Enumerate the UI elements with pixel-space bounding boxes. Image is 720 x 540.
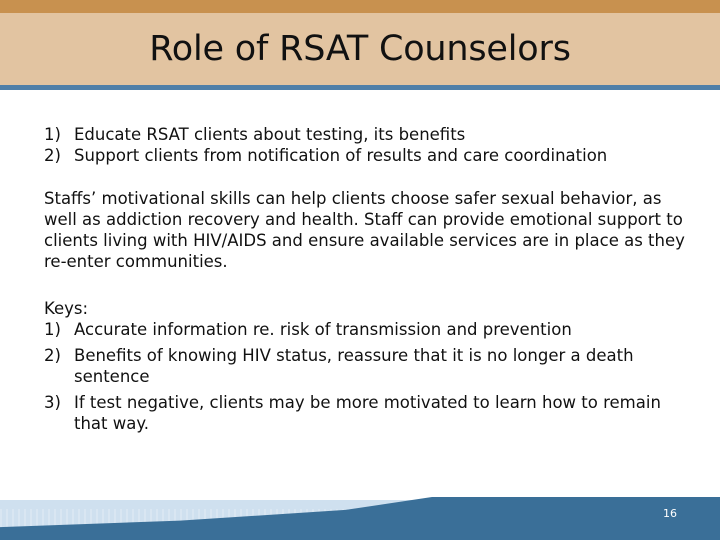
item-text: Support clients from notification of results and care coordination xyxy=(74,146,608,165)
list-item xyxy=(44,392,694,434)
item-number: 2) xyxy=(44,346,61,365)
roles-list xyxy=(44,124,694,166)
list-item xyxy=(44,319,694,340)
item-text: Accurate information re. risk of transmission and prevention xyxy=(74,320,572,339)
list-item xyxy=(44,124,694,145)
slide-title: Role of RSAT Counselors xyxy=(149,29,571,69)
keys-list xyxy=(44,319,694,434)
title-divider xyxy=(0,85,720,90)
item-number: 1) xyxy=(44,125,61,144)
item-text: Educate RSAT clients about testing, its benefits xyxy=(74,125,466,144)
item-number: 2) xyxy=(44,146,61,165)
keys-heading: Keys: xyxy=(44,299,89,318)
slide-content xyxy=(44,124,694,439)
page-number: 16 xyxy=(663,507,677,520)
list-item xyxy=(44,145,694,166)
item-text: If test negative, clients may be more motivated to learn how to remain that way. xyxy=(74,393,661,433)
title-band xyxy=(0,13,720,85)
item-number: 1) xyxy=(44,320,61,339)
item-number: 3) xyxy=(44,393,61,412)
item-text: Benefits of knowing HIV status, reassure that it is no longer a death sentence xyxy=(74,346,634,386)
motivation-paragraph: Staffs’ motivational skills can help clients choose safer sexual behavior, as well as addiction recovery and health. Staff can provide emotional support to clients living with HIV/AIDS and ensure available services are in place as they re-enter communities. xyxy=(44,189,685,271)
footer-band xyxy=(0,497,720,540)
top-accent-bar xyxy=(0,0,720,13)
list-item xyxy=(44,345,694,387)
